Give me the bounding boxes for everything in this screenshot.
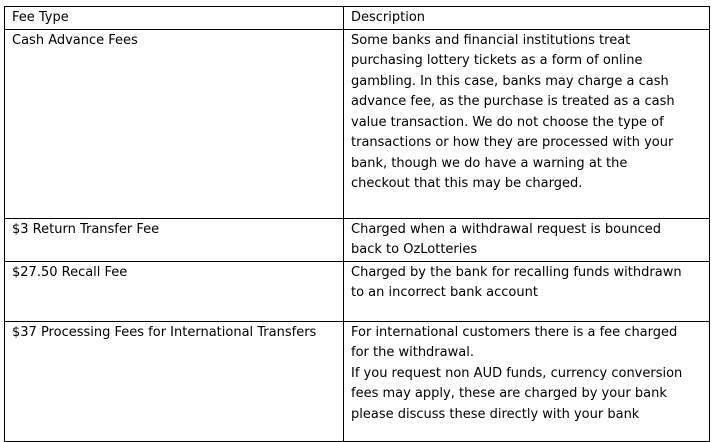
description-line: to an incorrect bank account [351,285,538,300]
fee-type-cell: $27.50 Recall Fee [5,261,344,321]
table-row [5,218,710,261]
table-row [5,321,710,441]
description-line: transactions or how they are processed with your [351,135,674,150]
description-line: advance fee, as the purchase is treated as a cash [351,94,675,109]
description-cell [344,261,710,321]
fee-type-cell: $37 Processing Fees for International Transfers [5,321,344,441]
description-line: for the withdrawal. [351,345,474,360]
header-fee-type: Fee Type [5,7,344,30]
description-cell [344,321,710,441]
description-line: For international customers there is a fee charged [351,324,678,340]
header-description: Description [344,7,710,30]
fee-table [4,6,710,442]
description-line: Charged by the bank for recalling funds withdrawn [351,264,682,280]
description-line: fees may apply, these are charged by your bank [351,386,667,401]
description-line: purchasing lottery tickets as a form of online [351,53,643,68]
description-line: back to OzLotteries [351,242,478,257]
description-line: bank, though we do have a warning at the [351,155,628,171]
description-line: checkout that this may be charged. [351,176,583,191]
description-line: value transaction. We do not choose the type of [351,114,664,130]
fee-type-cell: Cash Advance Fees [5,29,344,218]
description-line: Some banks and financial institutions treat [351,32,631,48]
description-line: If you request non AUD funds, currency conversion [351,365,683,381]
description-line: gambling. In this case, banks may charge a cash [351,73,669,89]
description-cell [344,218,710,261]
table-header-row [5,7,710,30]
description-line: please discuss these directly with your bank [351,406,640,422]
table-row [5,29,710,218]
fee-type-cell: $3 Return Transfer Fee [5,218,344,261]
description-line: Charged when a withdrawal request is bounced [351,221,662,237]
table-row [5,261,710,321]
description-cell [344,29,710,218]
